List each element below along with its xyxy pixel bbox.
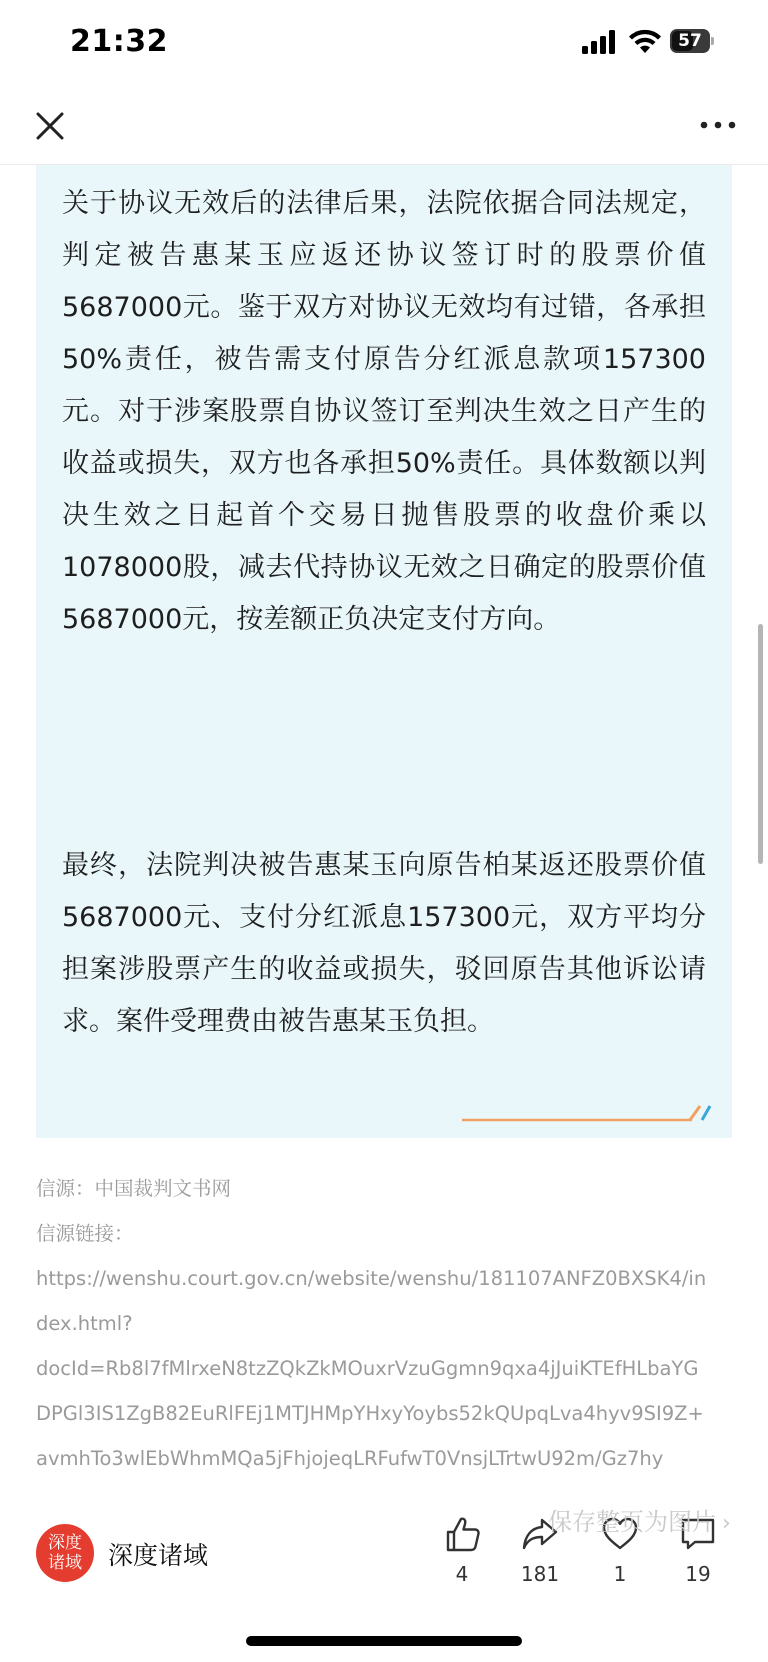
article-paragraph-1: 关于协议无效后的法律后果，法院依据合同法规定，判定被告惠某玉应返还协议签订时的股票价值5687000元。鉴于双方对协议无效均有过错，各承担50%责任，被告需支付原告分红派息款项157300元。对于涉案股票自协议签订至判决生效之日产生的收益或损失，双方也各承担50%责任。具体数额以判决生效之日起首个交易日抛售股票的收盘价乘以1078000股，减去代持协议无效之日确定的股票价值5687000元，按差额正负决定支付方向。 [62, 188, 706, 635]
more-icon[interactable] [694, 110, 742, 140]
author-name[interactable]: 深度诸域 [108, 1541, 209, 1570]
status-time: 21:32 [70, 24, 168, 59]
save-as-image-label: 保存整页为图片 [548, 1508, 716, 1536]
source-url-line[interactable]: dex.html? [36, 1312, 133, 1335]
like-button[interactable] [432, 1514, 492, 1586]
thumbs-up-icon [442, 1514, 482, 1554]
source-url-line[interactable]: avmhTo3wlEbWhmMQa5jFhjojeqLRFufwT0VnsjLTrtwU92m/Gz7hy [36, 1447, 664, 1470]
author-avatar[interactable] [36, 1524, 94, 1582]
like-count: 4 [455, 1562, 469, 1586]
article-paragraph-2: 最终，法院判决被告惠某玉向原告柏某返还股票价值5687000元、支付分红派息157300元，双方平均分担案涉股票产生的收益或损失，驳回原告其他诉讼请求。案件受理费由被告惠某玉负担。 [62, 850, 706, 1037]
top-nav [0, 88, 768, 165]
article-card [36, 140, 732, 1138]
battery-level: 57 [678, 31, 702, 51]
source-name: 信源：中国裁判文书网 [36, 1177, 232, 1200]
close-icon[interactable] [30, 106, 70, 146]
source-url-line[interactable]: DPGl3IS1ZgB82EuRlFEj1MTJHMpYHxyYoybs52kQUpqLva4hyv9SI9Z+ [36, 1402, 704, 1425]
avatar-text: 深度诸域 [48, 1533, 82, 1573]
card-decoration-line [422, 1098, 722, 1124]
wifi-icon [628, 28, 662, 54]
source-link-label: 信源链接： [36, 1222, 134, 1245]
favorite-count: 1 [613, 1562, 627, 1586]
chevron-right-icon: › [722, 1511, 731, 1536]
status-bar [0, 0, 768, 88]
source-url-line[interactable]: https://wenshu.court.gov.cn/website/wenshu/181107ANFZ0BXSK4/in [36, 1267, 707, 1290]
scrollbar-thumb[interactable] [758, 624, 763, 864]
share-count: 181 [520, 1562, 560, 1586]
signal-icon [582, 30, 618, 54]
comment-count: 19 [685, 1562, 711, 1586]
source-block [36, 1166, 736, 1481]
battery-icon [670, 29, 714, 53]
source-url-line[interactable]: docId=Rb8l7fMlrxeN8tzZQkZkMOuxrVzuGgmn9qxa4jJuiKTEfHLbaYG [36, 1357, 699, 1380]
save-as-image-button[interactable] [548, 1502, 731, 1537]
home-indicator[interactable] [246, 1636, 522, 1646]
